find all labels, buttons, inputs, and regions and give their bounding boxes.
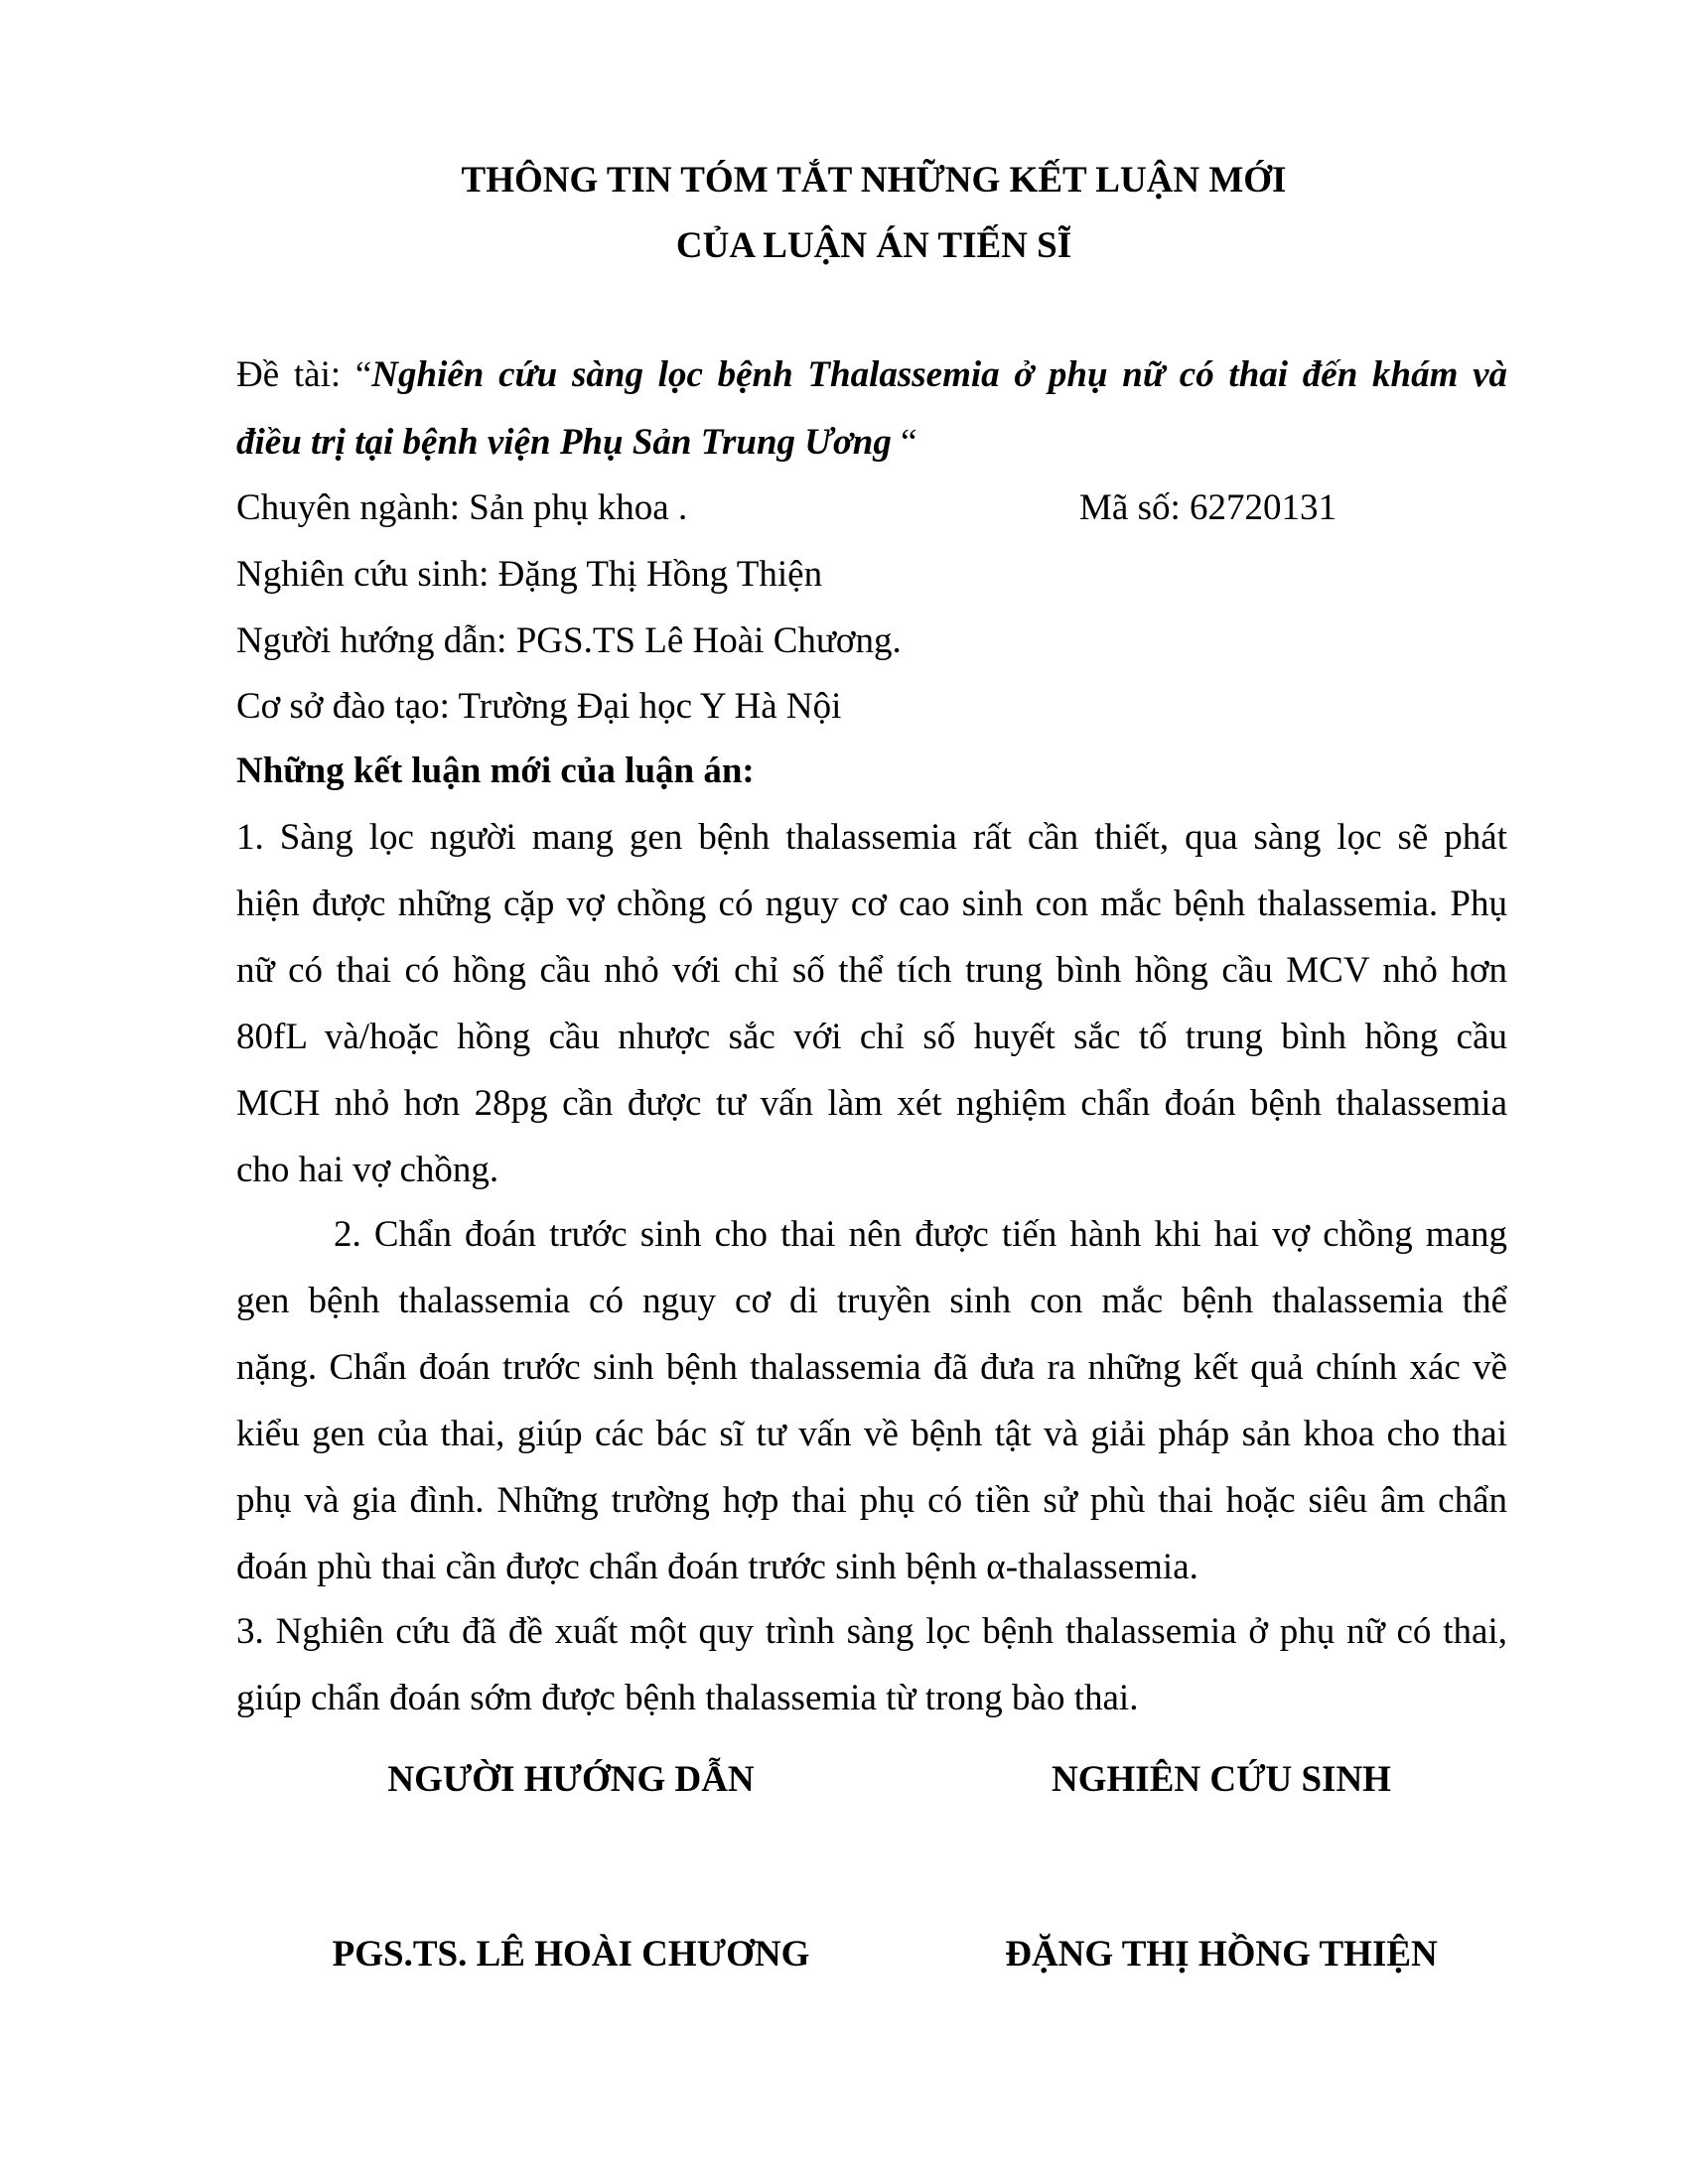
topic-line-1 bbox=[236, 353, 1507, 397]
conclusion-3-line-1: 3. Nghiên cứu đã đề xuất một quy trình sàng lọc bệnh thalassemia ở phụ nữ có thai, bbox=[236, 1611, 1507, 1652]
advisor-line: Người hướng dẫn: PGS.TS Lê Hoài Chương. bbox=[236, 620, 902, 661]
student-line: Nghiên cứu sinh: Đặng Thị Hồng Thiện bbox=[236, 554, 823, 595]
conclusion-2-line-2: gen bệnh thalassemia có nguy cơ di truyền sinh con mắc bệnh thalassemia thể bbox=[236, 1281, 1507, 1321]
conclusion-1-line-1: 1. Sàng lọc người mang gen bệnh thalassemia rất cần thiết, qua sàng lọc sẽ phát bbox=[236, 817, 1507, 858]
student-name: ĐẶNG THỊ HỒNG THIỆN bbox=[1005, 1934, 1438, 1975]
conclusion-1-line-6: cho hai vợ chồng. bbox=[236, 1150, 499, 1190]
topic-label: Đề tài: “ bbox=[236, 354, 372, 395]
conclusion-1-line-3: nữ có thai có hồng cầu nhỏ với chỉ số thể tích trung bình hồng cầu MCV nhỏ hơn bbox=[236, 950, 1507, 991]
conclusions-heading: Những kết luận mới của luận án: bbox=[236, 751, 755, 791]
conclusion-2-line-4: kiểu gen của thai, giúp các bác sĩ tư vấn về bệnh tật và giải pháp sản khoa cho thai bbox=[236, 1414, 1507, 1454]
conclusion-3-line-2: giúp chẩn đoán sớm được bệnh thalassemia từ trong bào thai. bbox=[236, 1678, 1139, 1718]
conclusion-1-line-4: 80fL và/hoặc hồng cầu nhược sắc với chỉ số huyết sắc tố trung bình hồng cầu bbox=[236, 1017, 1507, 1057]
document-title-line-2: CỦA LUẬN ÁN TIẾN SĨ bbox=[675, 225, 1072, 266]
conclusion-2-line-3: nặng. Chẩn đoán trước sinh bệnh thalassemia đã đưa ra những kết quả chính xác về bbox=[236, 1347, 1507, 1388]
specialty-line: Chuyên ngành: Sản phụ khoa . bbox=[236, 487, 688, 528]
advisor-name: PGS.TS. LÊ HOÀI CHƯƠNG bbox=[332, 1934, 810, 1975]
conclusion-1-line-5: MCH nhỏ hơn 28pg cần được tư vấn làm xét nghiệm chẩn đoán bệnh thalassemia bbox=[236, 1083, 1507, 1124]
conclusion-2-line-6: đoán phù thai cần được chẩn đoán trước sinh bệnh α-thalassemia. bbox=[236, 1547, 1198, 1587]
topic-line-2 bbox=[236, 421, 1507, 465]
conclusion-2-line-1: 2. Chẩn đoán trước sinh cho thai nên được tiến hành khi hai vợ chồng mang bbox=[334, 1214, 1507, 1255]
student-role: NGHIÊN CỨU SINH bbox=[1052, 1759, 1391, 1800]
institution-line: Cơ sở đào tạo: Trường Đại học Y Hà Nội bbox=[236, 686, 842, 727]
topic-title-part-1: Nghiên cứu sàng lọc bệnh Thalassemia ở phụ nữ có thai đến khám và bbox=[371, 354, 1508, 395]
topic-title-part-2: điều trị tại bệnh viện Phụ Sản Trung Ương bbox=[236, 422, 892, 463]
conclusion-1-line-2: hiện được những cặp vợ chồng có nguy cơ cao sinh con mắc bệnh thalassemia. Phụ bbox=[236, 884, 1507, 924]
topic-close-quote: “ bbox=[891, 422, 917, 463]
document-title-line-1: THÔNG TIN TÓM TẮT NHỮNG KẾT LUẬN MỚI bbox=[461, 160, 1287, 201]
advisor-role: NGƯỜI HƯỚNG DẪN bbox=[387, 1759, 755, 1800]
conclusion-2-line-5: phụ và gia đình. Những trường hợp thai phụ có tiền sử phù thai hoặc siêu âm chẩn bbox=[236, 1480, 1507, 1521]
code-line: Mã số: 62720131 bbox=[1079, 487, 1336, 528]
